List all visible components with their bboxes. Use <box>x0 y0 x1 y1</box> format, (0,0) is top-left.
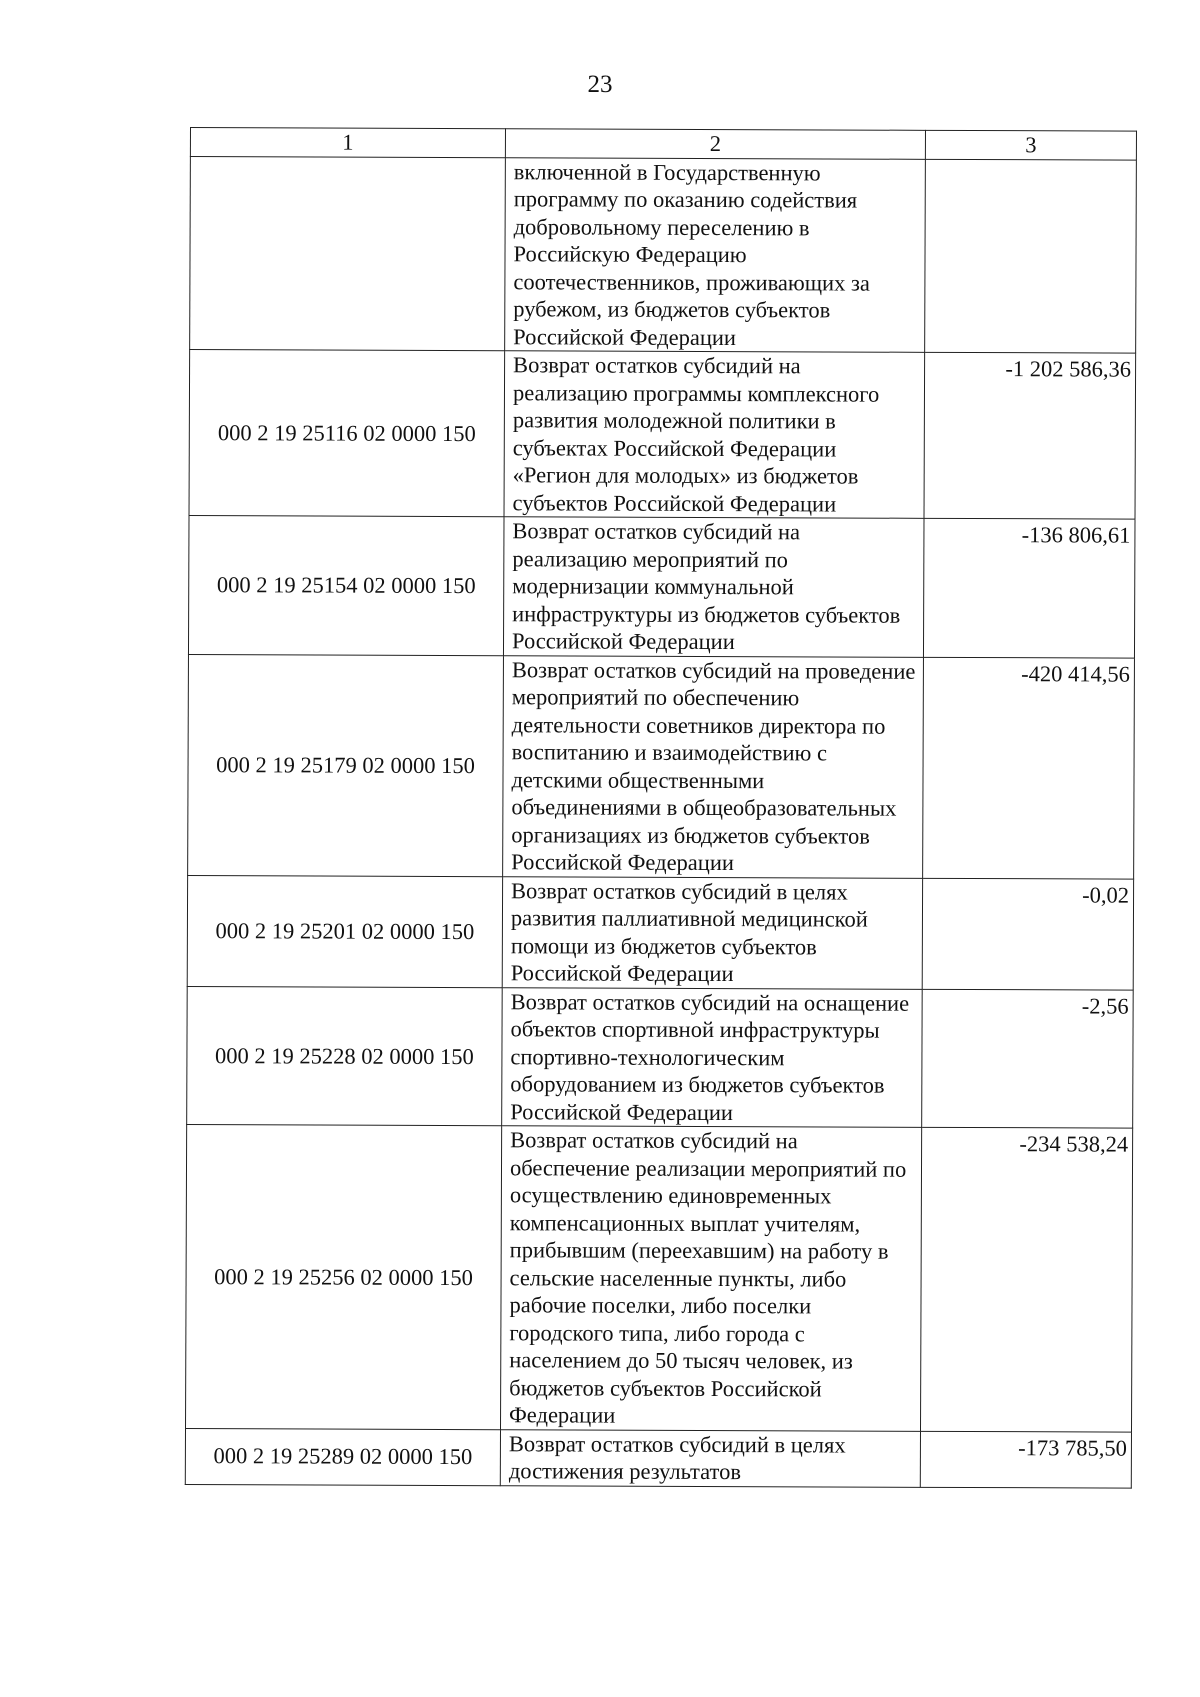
page-number: 23 <box>587 71 613 98</box>
table-row <box>188 515 1135 657</box>
row-name-cell: Возврат остатков субсидий на проведение мероприятий по обеспечению деятельности советников директора по воспитанию и взаимодействию с детскими общественными объединениями в общеобразовательных организациях из бюджетов субъектов Российской Федерации <box>503 655 924 878</box>
row-name-cell: Возврат остатков субсидий на обеспечение реализации мероприятий по осуществлению единовременных компенсационных выплат учителям, прибывшим (переехавшим) на работу в сельские населенные пункты, либо рабочие поселки, либо поселки городского типа, либо города с населением до 50 тысяч человек, из бюджетов субъектов Российской Федерации <box>501 1126 922 1431</box>
row-amount-cell: -0,02 <box>922 878 1133 990</box>
row-code-cell: 000 2 19 25154 02 0000 150 <box>188 515 504 655</box>
row-name-cell: Возврат остатков субсидий на реализацию программы комплексного развития молодежной политики в субъектах Российской Федерации «Регион для молодых» из бюджетов субъектов Российской Федерации <box>504 351 925 519</box>
row-code-cell: 000 2 19 25116 02 0000 150 <box>189 350 505 517</box>
table-row <box>185 1428 1131 1488</box>
row-code-cell: 000 2 19 25179 02 0000 150 <box>188 654 504 876</box>
row-name-cell: Возврат остатков субсидий на оснащение объектов спортивной инфраструктуры спортивно-технологическим оборудованием из бюджетов субъектов Российской Федерации <box>502 987 923 1127</box>
row-amount-cell: -136 806,61 <box>923 518 1135 657</box>
row-amount-cell <box>925 159 1137 353</box>
row-code-cell: 000 2 19 25289 02 0000 150 <box>185 1428 500 1485</box>
row-amount-cell: -420 414,56 <box>923 657 1135 879</box>
column-header-1: 1 <box>190 128 505 158</box>
row-name-cell: включенной в Государственную программу по оказанию содействия добровольному переселению в Российскую Федерацию соотечественников, проживающих за рубежом, из бюджетов субъектов Российской Федерации <box>505 157 926 352</box>
table-row <box>187 986 1134 1128</box>
budget-table <box>185 127 1137 1488</box>
table-header-row <box>190 128 1136 160</box>
row-amount-cell: -2,56 <box>922 989 1134 1128</box>
table-row <box>190 156 1137 353</box>
table-row <box>188 654 1135 879</box>
table-row <box>186 1124 1133 1431</box>
table-row <box>189 350 1136 520</box>
row-amount-cell: -1 202 586,36 <box>924 352 1136 519</box>
row-amount-cell: -173 785,50 <box>920 1431 1131 1488</box>
row-code-cell: 000 2 19 25228 02 0000 150 <box>187 986 503 1126</box>
row-code-cell <box>190 156 506 351</box>
row-name-cell: Возврат остатков субсидий в целях развития паллиативной медицинской помощи из бюджетов субъектов Российской Федерации <box>502 876 922 989</box>
row-code-cell: 000 2 19 25256 02 0000 150 <box>186 1124 502 1429</box>
column-header-3: 3 <box>925 130 1136 159</box>
table-row <box>187 875 1133 990</box>
row-code-cell: 000 2 19 25201 02 0000 150 <box>187 875 502 987</box>
column-header-2: 2 <box>505 129 925 159</box>
row-name-cell: Возврат остатков субсидий на реализацию мероприятий по модернизации коммунальной инфраструктуры из бюджетов субъектов Российской Федерации <box>503 517 924 657</box>
row-amount-cell: -234 538,24 <box>920 1127 1132 1431</box>
row-name-cell: Возврат остатков субсидий в целях достижения результатов <box>500 1429 920 1487</box>
